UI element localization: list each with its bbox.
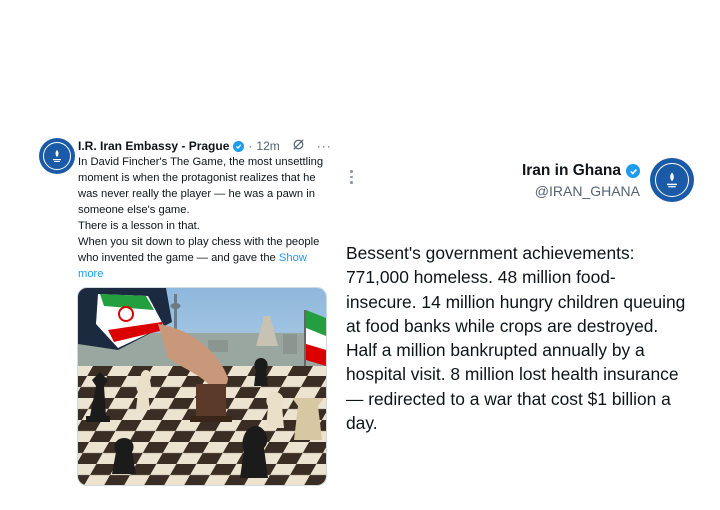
author-name[interactable]: I.R. Iran Embassy - Prague [78,139,230,153]
grok-icon[interactable] [292,138,305,154]
more-horizontal-icon[interactable]: ··· [316,139,332,153]
embassy-avatar-icon[interactable] [650,158,694,202]
show-more-link[interactable]: Show more [78,252,307,280]
verified-badge-icon [626,164,640,178]
chess-illustration [78,288,326,485]
paragraph-2: There is a lesson in that. [78,220,200,232]
separator: · [248,139,253,153]
left-post[interactable] [36,130,336,490]
verified-badge-icon [233,141,244,152]
post-time[interactable]: 12m [256,139,280,153]
embassy-avatar-icon[interactable] [39,138,75,174]
post-body [78,154,328,282]
post-image[interactable] [77,287,327,486]
paragraph-1: In David Fincher's The Game, the most unsettling moment is when the protagonist realizes that he was never really the player — he was a pawn in someone else's game. [78,156,324,216]
right-post[interactable] [340,150,700,470]
more-vertical-icon[interactable] [350,170,354,187]
author-name[interactable]: Iran in Ghana [521,162,621,179]
author-handle[interactable]: @IRAN_GHANA [534,183,640,199]
post-body: Bessent's government achievements: 771,000 homeless. 48 million food-insecure. 14 million hungry children queuing at food banks while crops are destroyed. Half a million bankrupted annually by a hospital visit. 8 million lost health insurance — redirected to a war that cost $1 billion a day. [346,243,686,434]
paragraph-3-text: When you sit down to play chess with the people who invented the game — and gave the [78,236,320,264]
post-header [78,138,332,154]
paragraph-3 [78,234,328,282]
author-line [522,162,640,180]
